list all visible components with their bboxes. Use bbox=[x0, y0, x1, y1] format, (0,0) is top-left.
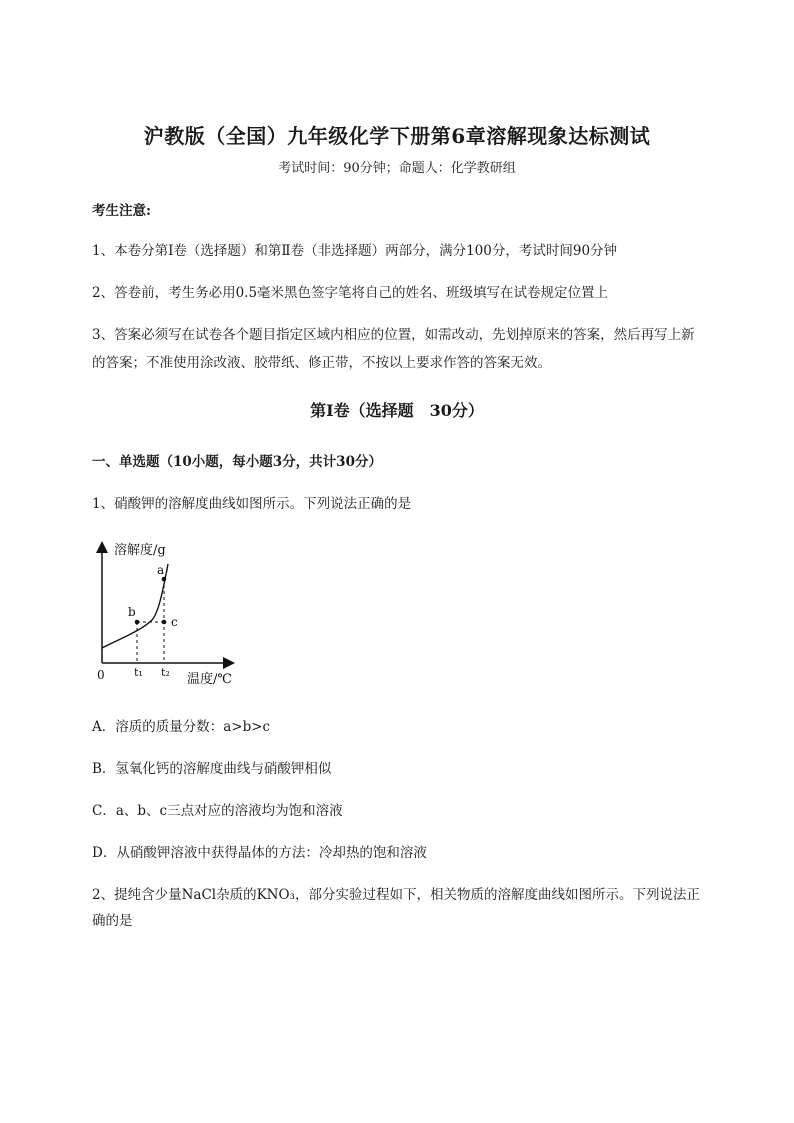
point-c-marker bbox=[162, 620, 167, 625]
point-c-label: c bbox=[171, 615, 178, 629]
notice-item-2: 2、答卷前，考生务必用0.5毫米黑色签字笔将自己的姓名、班级填写在试卷规定位置上 bbox=[92, 285, 609, 301]
point-b-label: b bbox=[128, 605, 136, 619]
question-1-option-c: C．a、b、c三点对应的溶液均为饱和溶液 bbox=[92, 803, 343, 819]
question-1-option-a: A．溶质的质量分数：a>b>c bbox=[92, 719, 271, 735]
point-a-marker bbox=[162, 577, 167, 582]
notice-item-3: 3、答案必须写在试卷各个题目指定区域内相应的位置，如需改动，先划掉原来的答案，然后再写上新的答案；不准使用涂改液、胶带纸、修正带，不按以上要求作答的答案无效。 bbox=[92, 327, 695, 371]
question-2-stem-line-2: 确的是 bbox=[92, 913, 133, 929]
point-b-marker bbox=[135, 620, 140, 625]
notice-heading: 考生注意: bbox=[92, 203, 151, 219]
tick-label-t1: t₁ bbox=[134, 666, 143, 679]
page-title: 沪教版（全国）九年级化学下册第6章溶解现象达标测试 bbox=[143, 124, 651, 148]
question-1-stem: 1、硝酸钾的溶解度曲线如图所示。下列说法正确的是 bbox=[92, 496, 412, 512]
notice-item-1: 1、本卷分第I卷（选择题）和第Ⅱ卷（非选择题）两部分，满分100分，考试时间90分钟 bbox=[92, 243, 618, 259]
question-1-option-d: D．从硝酸钾溶液中获得晶体的方法：冷却热的饱和溶液 bbox=[92, 845, 427, 861]
question-1-option-b: B．氢氧化钙的溶解度曲线与硝酸钾相似 bbox=[92, 761, 332, 777]
solubility-curve-figure bbox=[92, 534, 252, 694]
tick-label-t2: t₂ bbox=[161, 666, 170, 679]
origin-label: 0 bbox=[97, 668, 105, 682]
exam-info: 考试时间：90分钟；命题人：化学教研组 bbox=[278, 161, 516, 176]
x-axis-label: 温度/℃ bbox=[187, 672, 232, 687]
part-heading: 一、单选题（10小题，每小题3分，共计30分） bbox=[92, 454, 382, 470]
question-2-stem-line-1: 2、提纯含少量NaCl杂质的KNO₃，部分实验过程如下，相关物质的溶解度曲线如图所示。下列说法正 bbox=[92, 887, 700, 903]
y-axis-label: 溶解度/g bbox=[114, 543, 166, 558]
point-a-label: a bbox=[157, 563, 165, 577]
section-title: 第I卷（选择题 30分） bbox=[310, 401, 484, 420]
